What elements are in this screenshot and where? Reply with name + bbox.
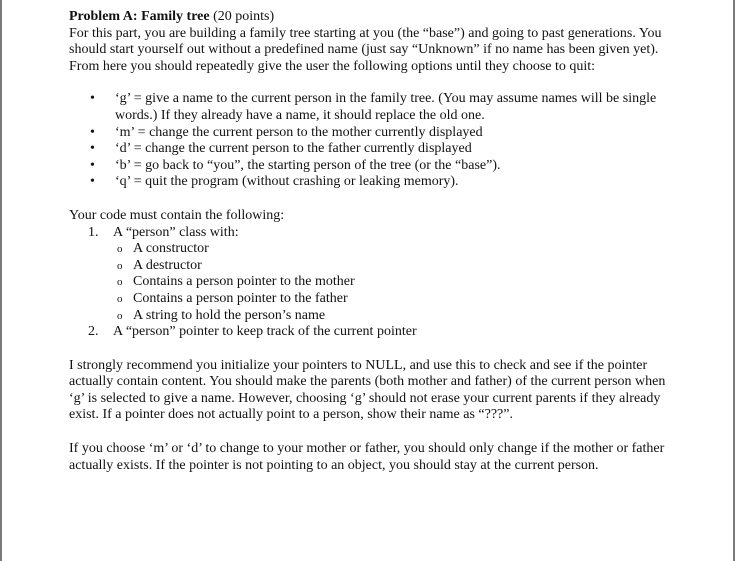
circle-bullet-icon: o <box>117 276 123 289</box>
requirement-number: 2. <box>88 324 99 340</box>
option-item-g <box>69 91 669 124</box>
option-text: ‘b’ = go back to “you”, the starting person of the tree (or the “base”). <box>115 157 501 173</box>
problem-title-text: Problem A: Family tree <box>69 9 210 24</box>
problem-title <box>69 9 669 26</box>
intro-paragraph: For this part, you are building a family tree starting at you (the “base”) and going to past generations. You should start yourself out without a predefined name (just say “Unknown” if no name has been given yet). From here you should repeatedly give the user the following options until they choose to quit: <box>69 25 662 74</box>
sub-item <box>113 308 669 325</box>
requirements-heading: Your code must contain the following: <box>69 207 285 223</box>
sub-item-text: A string to hold the person’s name <box>133 307 326 323</box>
bullet-icon: • <box>90 157 95 173</box>
sub-item <box>113 258 669 275</box>
option-text: ‘d’ = change the current person to the father currently displayed <box>115 141 472 157</box>
sub-item-text: A constructor <box>133 241 209 257</box>
option-text: ‘m’ = change the current person to the mother currently displayed <box>115 124 483 140</box>
option-item-b <box>69 158 669 175</box>
circle-bullet-icon: o <box>117 292 123 305</box>
bullet-icon: • <box>90 141 95 157</box>
requirement-text: A “person” class with: <box>113 224 239 240</box>
option-text: ‘g’ = give a name to the current person in the family tree. (You may assume names will be single words.) If they already have a name, it should replace the old one. <box>115 91 657 123</box>
recommendation-paragraph: I strongly recommend you initialize your pointers to NULL, and use this to check and see if the pointer actually contain content. You should make the parents (both mother and father) of the current person when ‘g’ is selected to give a name. However, choosing ‘g’ should not erase your current parents if they already exist. If a pointer does not actually point to a person, show their name as “???”. <box>69 357 666 423</box>
option-item-q <box>69 174 669 191</box>
circle-bullet-icon: o <box>117 309 123 322</box>
sub-item <box>113 291 669 308</box>
sub-item-text: Contains a person pointer to the father <box>133 290 348 306</box>
bullet-icon: • <box>90 91 95 107</box>
sub-item-text: A destructor <box>133 257 202 273</box>
option-text: ‘q’ = quit the program (without crashing or leaking memory). <box>115 174 459 190</box>
requirement-text: A “person” pointer to keep track of the current pointer <box>113 324 417 340</box>
document-body <box>69 9 669 474</box>
requirement-sublist <box>113 241 669 324</box>
page-left-border <box>0 0 2 561</box>
navigation-paragraph: If you choose ‘m’ or ‘d’ to change to your mother or father, you should only change if the mother or father actually exists. If the pointer is not pointing to an object, you should stay at the current person. <box>69 441 665 473</box>
bullet-icon: • <box>90 124 95 140</box>
requirement-item <box>69 324 669 341</box>
requirement-number: 1. <box>88 224 99 240</box>
circle-bullet-icon: o <box>117 259 123 272</box>
requirements-list <box>69 225 669 341</box>
options-list <box>69 91 669 191</box>
sub-item <box>113 241 669 258</box>
sub-item <box>113 274 669 291</box>
option-item-d <box>69 141 669 158</box>
requirement-item <box>69 225 669 325</box>
circle-bullet-icon: o <box>117 243 123 256</box>
bullet-icon: • <box>90 174 95 190</box>
problem-points: (20 points) <box>213 9 275 24</box>
sub-item-text: Contains a person pointer to the mother <box>133 274 355 290</box>
option-item-m <box>69 125 669 142</box>
